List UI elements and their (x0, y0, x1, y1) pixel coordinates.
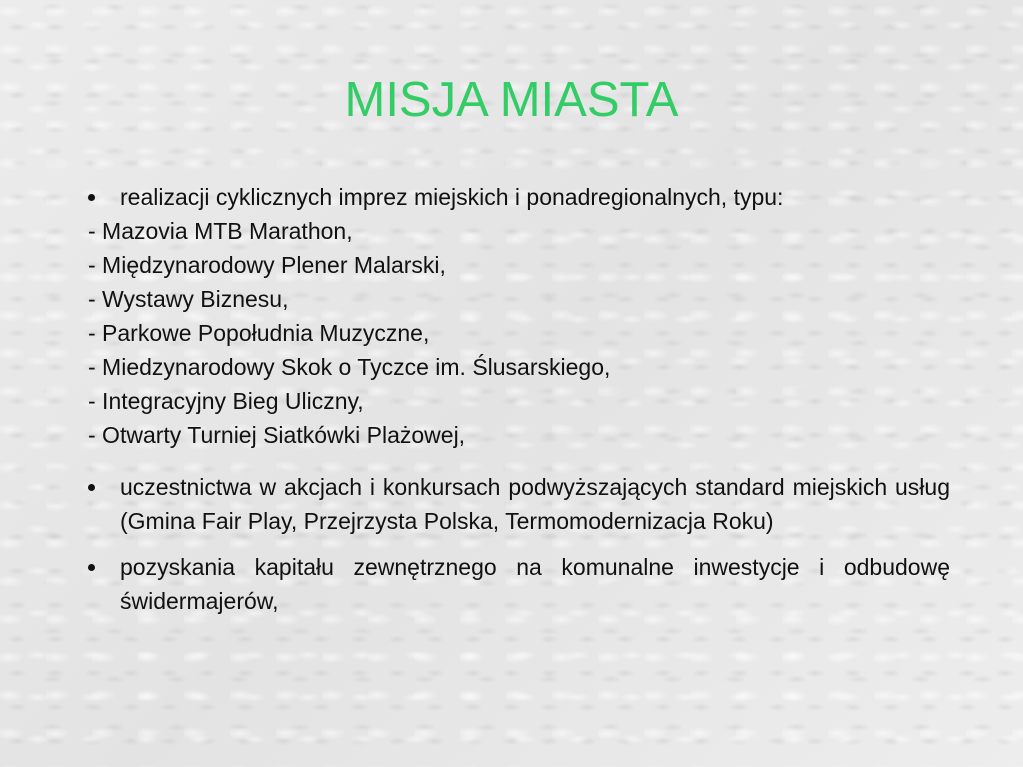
event-list-item: - Wystawy Biznesu, (88, 286, 289, 312)
slide-title: MISJA MIASTA (344, 73, 679, 127)
event-list-item: - Parkowe Popołudnia Muzyczne, (88, 320, 430, 346)
bullet-item (88, 180, 950, 214)
event-list-item: - Mazovia MTB Marathon, (88, 218, 353, 244)
spacer (88, 538, 950, 550)
bullet-icon (88, 484, 95, 491)
event-list-item: - Integracyjny Bieg Uliczny, (88, 388, 364, 414)
bullet-item (88, 470, 950, 538)
event-list-item: - Międzynarodowy Plener Malarski, (88, 252, 446, 278)
bullet-icon (88, 564, 95, 571)
bullet-text: pozyskania kapitału zewnętrznego na komunalne inwestycje i odbudowę świdermajerów, (120, 554, 950, 614)
spacer (88, 452, 950, 470)
bullet-icon (88, 194, 95, 201)
bullet-item (88, 550, 950, 618)
event-list-item: - Otwarty Turniej Siatkówki Plażowej, (88, 422, 466, 448)
event-list-item: - Miedzynarodowy Skok o Tyczce im. Ślusarskiego, (88, 354, 611, 380)
bullet-text: realizacji cyklicznych imprez miejskich i ponadregionalnych, typu: (120, 184, 784, 210)
slide-content (88, 180, 950, 618)
bullet-text: uczestnictwa w akcjach i konkursach podwyższających standard miejskich usług (Gmina Fair Play, Przejrzysta Polska, Termomodernizacja Roku) (120, 474, 950, 534)
